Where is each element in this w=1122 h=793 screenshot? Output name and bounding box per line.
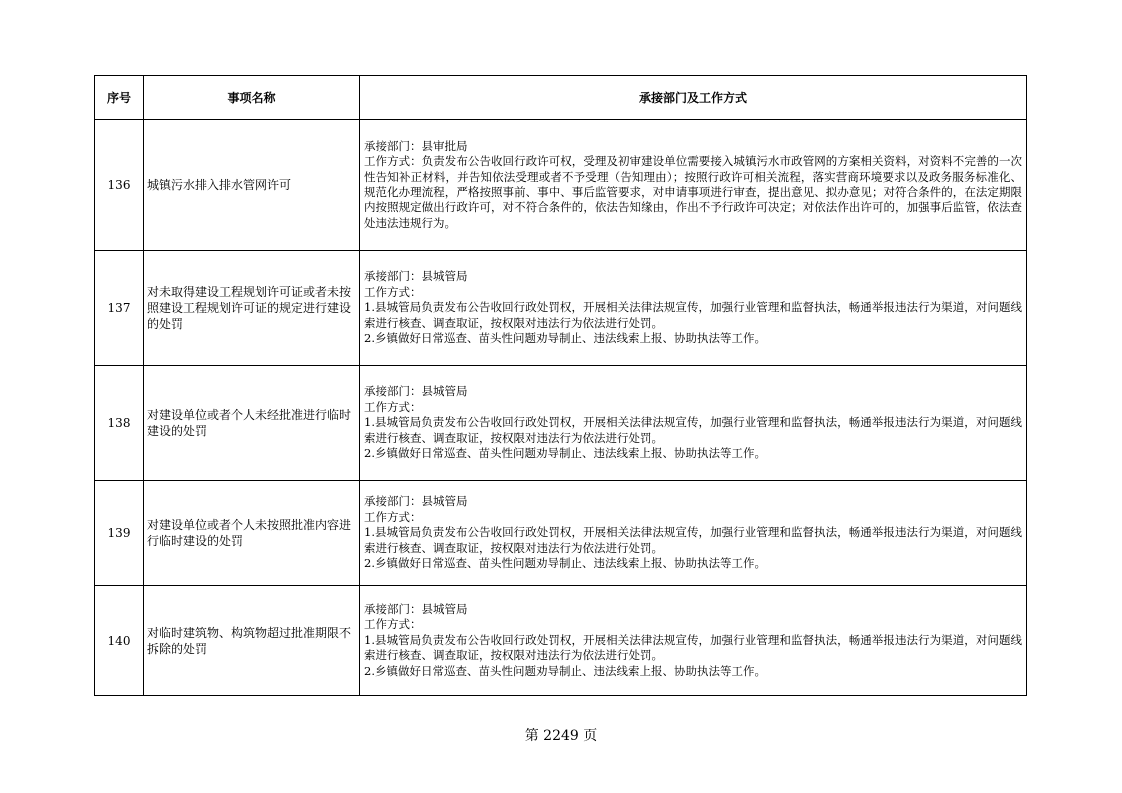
row-serial-number: 138 — [95, 366, 144, 481]
table-row — [95, 481, 1027, 586]
items-table — [94, 75, 1027, 696]
dept-line: 2.乡镇做好日常巡查、苗头性问题劝导制止、违法线索上报、协助执法等工作。 — [364, 663, 766, 678]
dept-line: 承接部门：县审批局 — [364, 138, 468, 153]
row-serial-number: 137 — [95, 251, 144, 366]
table-row — [95, 251, 1027, 366]
dept-line: 承接部门：县城管局 — [364, 384, 468, 399]
row-serial-number: 140 — [95, 586, 144, 696]
table-row — [95, 120, 1027, 251]
dept-line: 2.乡镇做好日常巡查、苗头性问题劝导制止、违法线索上报、协助执法等工作。 — [364, 556, 766, 571]
row-department-method — [360, 366, 1027, 481]
dept-line: 工作方式： — [364, 399, 422, 414]
table-header-row — [95, 76, 1027, 120]
dept-line: 1.县城管局负责发布公告收回行政处罚权，开展相关法律法规宣传，加强行业管理和监督执法，畅通举报违法行为渠道，对问题线索进行核查、调查取证，按权限对违法行为依法进行处罚。 — [364, 632, 1022, 663]
dept-line: 工作方式： — [364, 284, 422, 299]
row-serial-number: 139 — [95, 481, 144, 586]
page-number: 第 2249 页 — [524, 728, 598, 744]
dept-line: 承接部门：县城管局 — [364, 494, 468, 509]
dept-line: 承接部门：县城管局 — [364, 601, 468, 616]
dept-line: 工作方式：负责发布公告收回行政许可权，受理及初审建设单位需要接入城镇污水市政管网的方案相关资料，对资料不完善的一次性告知补正材料，并告知依法受理或者不予受理（告知理由）；按照行政许可相关流程，落实营商环境要求以及政务服务标准化、规范化办理流程，严格按照事前、事中、事后监管要求，对申请事项进行审查，提出意见、拟办意见；对符合条件的，在法定期限内按照规定做出行政许可，对不符合条件的，依法告知缘由，作出不予行政许可决定；对依法作出许可的，加强事后监管，依法查处违法违规行为。 — [364, 154, 1022, 230]
table-row — [95, 366, 1027, 481]
row-serial-number: 136 — [95, 120, 144, 251]
row-item-name: 对建设单位或者个人未按照批准内容进行临时建设的处罚 — [144, 481, 360, 586]
row-item-name: 对建设单位或者个人未经批准进行临时建设的处罚 — [144, 366, 360, 481]
header-serial-number: 序号 — [95, 76, 144, 120]
header-item-name: 事项名称 — [144, 76, 360, 120]
row-department-method — [360, 481, 1027, 586]
dept-line: 2.乡镇做好日常巡查、苗头性问题劝导制止、违法线索上报、协助执法等工作。 — [364, 331, 766, 346]
dept-line: 1.县城管局负责发布公告收回行政处罚权，开展相关法律法规宣传，加强行业管理和监督执法，畅通举报违法行为渠道，对问题线索进行核查、调查取证，按权限对违法行为依法进行处罚。 — [364, 415, 1022, 445]
row-item-name: 对临时建筑物、构筑物超过批准期限不拆除的处罚 — [144, 586, 360, 696]
row-item-name: 城镇污水排入排水管网许可 — [144, 120, 360, 251]
header-department-method: 承接部门及工作方式 — [360, 76, 1027, 120]
dept-line: 2.乡镇做好日常巡查、苗头性问题劝导制止、违法线索上报、协助执法等工作。 — [364, 446, 766, 461]
dept-line: 1.县城管局负责发布公告收回行政处罚权，开展相关法律法规宣传，加强行业管理和监督执法，畅通举报违法行为渠道，对问题线索进行核查、调查取证，按权限对违法行为依法进行处罚。 — [364, 300, 1022, 330]
dept-line: 工作方式： — [364, 509, 422, 524]
dept-line: 1.县城管局负责发布公告收回行政处罚权，开展相关法律法规宣传，加强行业管理和监督执法，畅通举报违法行为渠道，对问题线索进行核查、调查取证，按权限对违法行为依法进行处罚。 — [364, 525, 1022, 555]
dept-line: 工作方式： — [364, 617, 422, 632]
row-department-method — [360, 120, 1027, 251]
row-department-method — [360, 586, 1027, 696]
row-department-method — [360, 251, 1027, 366]
dept-line: 承接部门：县城管局 — [364, 269, 468, 284]
row-item-name: 对未取得建设工程规划许可证或者未按照建设工程规划许可证的规定进行建设的处罚 — [144, 251, 360, 366]
table-row — [95, 586, 1027, 696]
